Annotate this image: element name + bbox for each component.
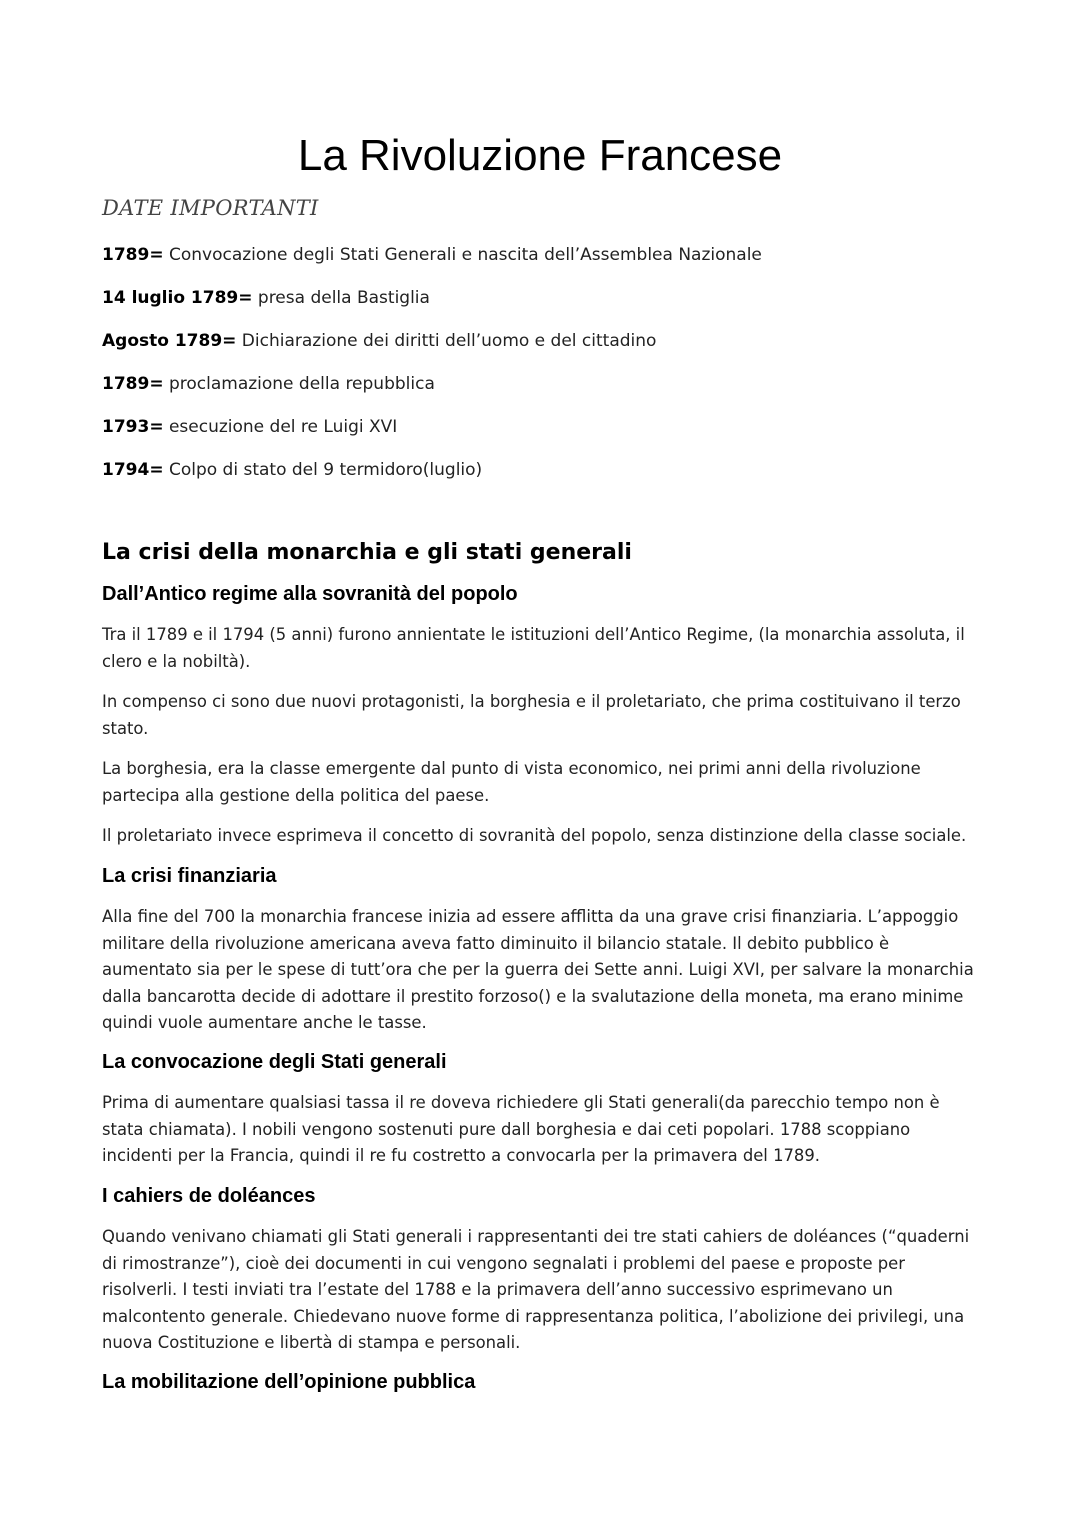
- dates-heading: DATE IMPORTANTI: [102, 196, 319, 220]
- paragraph: La borghesia, era la classe emergente dal punto di vista economico, nei primi anni della rivoluzione partecipa alla gestione della politica del paese.: [102, 759, 921, 805]
- date-text: Dichiarazione dei diritti dell’uomo e del cittadino: [236, 331, 657, 351]
- date-label: 1794=: [102, 460, 164, 480]
- date-item: [102, 284, 982, 327]
- date-item: [102, 241, 982, 284]
- date-label: 1789=: [102, 374, 164, 394]
- date-text: proclamazione della repubblica: [163, 374, 435, 394]
- subheading-crisi-finanziaria: La crisi finanziaria: [102, 865, 277, 887]
- paragraph: Alla fine del 700 la monarchia francese inizia ad essere afflitta da una grave crisi finanziaria. L’appoggio militare della rivoluzione americana aveva fatto diminuito il bilancio statale. Il debito pubblico è aumentato sia per le spese di tutt’ora che per la guerra dei Sette anni. Luigi XVI, per salvare la monarchia dalla bancarotta decide di adottare il prestito forzoso() e la svalutazione della moneta, ma erano minime quindi vuole aumentare anche le tasse.: [102, 907, 974, 1032]
- date-item: [102, 413, 982, 456]
- date-text: presa della Bastiglia: [252, 288, 430, 308]
- date-text: Convocazione degli Stati Generali e nascita dell’Assemblea Nazionale: [163, 245, 762, 265]
- paragraph: In compenso ci sono due nuovi protagonisti, la borghesia e il proletariato, che prima costituivano il terzo stato.: [102, 692, 961, 738]
- date-label: 1789=: [102, 245, 164, 265]
- date-item: [102, 370, 982, 413]
- date-item: [102, 327, 982, 370]
- subheading-antico-regime: Dall’Antico regime alla sovranità del popolo: [102, 583, 518, 605]
- paragraph: Tra il 1789 e il 1794 (5 anni) furono annientate le istituzioni dell’Antico Regime, (la monarchia assoluta, il clero e la nobiltà).: [102, 625, 965, 671]
- paragraph: Il proletariato invece esprimeva il concetto di sovranità del popolo, senza distinzione della classe sociale.: [102, 826, 967, 845]
- paragraph: Prima di aumentare qualsiasi tassa il re doveva richiedere gli Stati generali(da parecchio tempo non è stata chiamata). I nobili vengono sostenuti pure dall borghesia e dai ceti popolari. 1788 scoppiano incidenti per la Francia, quindi il re fu costretto a convocarla per la primavera del 1789.: [102, 1093, 940, 1165]
- paragraph: Quando venivano chiamati gli Stati generali i rappresentanti dei tre stati cahiers de doléances (“quaderni di rimostranze”), cioè dei documenti in cui vengono segnalati i problemi del paese e proposte per risolverli. I testi inviati tra l’estate del 1788 e la primavera dell’anno successivo esprimevano un malcontento generale. Chiedevano nuove forme di rappresentanza politica, l’abolizione dei privilegi, una nuova Costituzione e libertà di stampa e personali.: [102, 1227, 970, 1352]
- section-heading: La crisi della monarchia e gli stati generali: [102, 540, 632, 565]
- subheading-mobilitazione: La mobilitazione dell’opinione pubblica: [102, 1371, 476, 1393]
- subheading-cahiers: I cahiers de doléances: [102, 1185, 316, 1207]
- date-text: esecuzione del re Luigi XVI: [163, 417, 398, 437]
- date-label: 14 luglio 1789=: [102, 288, 253, 308]
- date-label: Agosto 1789=: [102, 331, 237, 351]
- dates-list: [102, 241, 982, 499]
- date-item: [102, 456, 982, 499]
- date-text: Colpo di stato del 9 termidoro(luglio): [163, 460, 483, 480]
- date-label: 1793=: [102, 417, 164, 437]
- subheading-convocazione: La convocazione degli Stati generali: [102, 1051, 447, 1073]
- document-title: La Rivoluzione Francese: [297, 131, 783, 180]
